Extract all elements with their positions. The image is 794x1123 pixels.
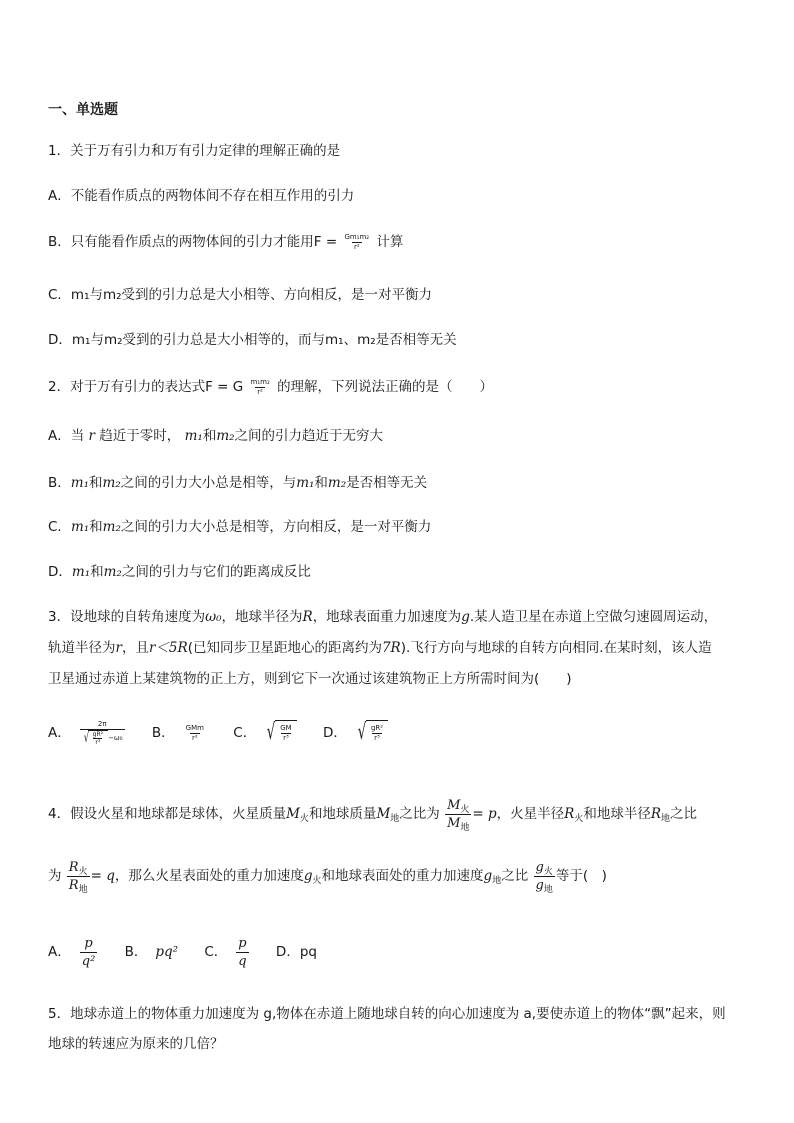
q2-d-post: 之间的引力与它们的距离成反比 <box>121 564 311 580</box>
q3-l2-a: 轨道半径为 <box>48 640 116 656</box>
q2-formula-num: m₁m₂ <box>250 377 270 386</box>
q3-7R: 7R <box>381 640 401 656</box>
q3-option-d <box>323 718 388 748</box>
q5-stem-line2: 地球的转速应为原来的几倍？ <box>48 1036 224 1052</box>
q4-rr-R1: R <box>68 859 79 875</box>
q4-l2-d: 之比 <box>501 868 529 884</box>
q2-b-pre: B． <box>48 475 71 491</box>
q2-c-pre: C． <box>48 519 71 535</box>
q2-b-m2: m₂ <box>102 475 121 491</box>
q4-opt-a-den: q² <box>81 953 96 969</box>
q4-R-mars: R <box>564 806 575 822</box>
q4-gr-sub2: 地 <box>543 884 553 895</box>
q4-opt-a-num: p <box>84 935 93 951</box>
q4-r-earth-sub: 地 <box>661 814 671 824</box>
q4-options <box>48 932 339 972</box>
q4-R-earth: R <box>650 806 662 822</box>
q4-mr-M2: M <box>447 815 461 831</box>
q4-earth-sub: 地 <box>390 814 400 824</box>
q3-opt-c-sqrt <box>264 720 297 746</box>
q2-d-pre: D． <box>48 564 72 580</box>
q4-g-earth: g <box>483 868 493 884</box>
q2-option-c <box>48 517 431 537</box>
q4-mass-ratio <box>445 797 471 832</box>
q4-rr-den <box>67 876 90 894</box>
section-title: 一、单选题 <box>48 102 118 118</box>
q4-opt-b-label: B． <box>124 944 148 960</box>
q3-opt-d-sqrt <box>355 720 388 746</box>
q4-opt-b-val: pq² <box>155 944 179 960</box>
q3-r: r <box>115 640 122 656</box>
q3-opt-d-under <box>366 720 388 746</box>
q4-l2-e: 等于( ) <box>555 868 607 884</box>
q2-a-and: 和 <box>202 428 217 444</box>
q2-c-and: 和 <box>89 519 103 535</box>
q4-gr-sub1: 火 <box>543 866 553 877</box>
q4-option-c <box>204 932 249 972</box>
sqrt-icon: √ <box>267 720 276 745</box>
q5-stem-line1: 5．地球赤道上的物体重力加速度为 g,物体在赤道上随地球自转的向心加速度为 a,要使赤道上的物体“飘”起来，则 <box>48 1006 726 1022</box>
q2-b-m1: m₁ <box>70 475 89 491</box>
q2-a-post: 之间的引力趋近于无穷大 <box>234 428 384 444</box>
sqrt-icon: √ <box>357 720 367 745</box>
q4-l2-c: 和地球表面处的重力加速度 <box>321 868 484 884</box>
q2-d-m1: m₁ <box>71 564 91 580</box>
q4-eq-q: = q <box>90 868 115 884</box>
q4-gr-num <box>534 859 555 876</box>
q3-opt-a-num: 2π <box>97 720 107 728</box>
q4-M-earth: M <box>376 806 391 822</box>
q3-stem-line3: 卫星通过赤道上某建筑物的正上方，则到它下一次通过该建筑物正上方所需时间为( ) <box>48 671 572 687</box>
q4-mars-sub: 火 <box>299 814 309 824</box>
q1-option-b-suffix: 计算 <box>376 234 404 250</box>
q3-R: R <box>302 609 313 625</box>
q1-option-b <box>48 232 403 252</box>
q4-rr-R2: R <box>68 877 79 893</box>
q3-opt-a-den <box>80 729 125 746</box>
q4-gr-g2: g <box>535 877 544 893</box>
q4-l1-g: 之比 <box>670 806 698 822</box>
q4-opt-c-num: p <box>238 935 247 951</box>
q3-opt-d-frac <box>369 724 385 743</box>
q3-option-b <box>152 718 207 748</box>
q3-opt-a-inner-den: r³ <box>95 739 101 746</box>
q4-option-b <box>125 932 178 972</box>
q4-option-a <box>48 932 98 972</box>
q2-c-post: 之间的引力大小总是相等，方向相反，是一对平衡力 <box>120 519 432 535</box>
q3-opt-b-frac <box>184 724 206 743</box>
q3-opt-c-den: r³ <box>283 734 289 742</box>
q4-mass-ratio-den <box>445 814 471 832</box>
q4-rr-sub1: 火 <box>78 866 88 877</box>
q2-b-and: 和 <box>88 475 103 491</box>
q1-formula-num: Gm₁m₂ <box>344 232 370 241</box>
q2-d-m2: m₂ <box>103 564 122 580</box>
q2-stem-suffix: 的理解，下列说法正确的是（ ） <box>277 379 494 395</box>
q4-l2-b: ，那么火星表面处的重力加速度 <box>114 868 304 884</box>
q3-opt-a-label: A． <box>48 725 71 741</box>
q2-b-m2b: m₂ <box>327 475 347 491</box>
q3-opt-a-inner-num: gR² <box>92 731 104 738</box>
q4-l1-c: 之比为 <box>399 806 440 822</box>
q2-option-b <box>48 473 427 493</box>
q1-option-b-text: B．只有能看作质点的两物体间的引力才能用F = <box>48 234 338 250</box>
q2-formula-den: r² <box>257 387 263 396</box>
q4-mr-sub2: 地 <box>460 822 470 833</box>
q2-stem-text: 2．对于万有引力的表达式F = G <box>48 379 244 395</box>
q2-c-m2: m₂ <box>102 519 121 535</box>
q3-opt-d-label: D． <box>323 725 347 741</box>
q4-l1-f: 和地球半径 <box>583 806 651 822</box>
q4-l1-e: ，火星半径 <box>496 806 565 822</box>
q4-M-mars: M <box>286 806 300 822</box>
q4-gr-den <box>534 876 555 894</box>
q4-opt-c-frac <box>236 935 248 970</box>
q4-eq-p: = p <box>472 806 497 822</box>
q4-stem-line2 <box>48 856 607 896</box>
q1-option-a: A．不能看作质点的两物体间不存在相互作用的引力 <box>48 188 355 204</box>
q4-g-ratio <box>534 859 555 894</box>
q3-l2-c: (已知同步卫星距地心的距离约为 <box>187 640 382 656</box>
q4-gr-g1: g <box>535 859 544 875</box>
q4-l2-a: 为 <box>48 868 62 884</box>
q3-opt-a-under <box>88 730 108 746</box>
q3-stem-line1 <box>48 607 717 627</box>
q4-rr-num <box>67 859 90 876</box>
q3-option-a <box>48 718 126 748</box>
q2-b-mid: 之间的引力大小总是相等，与 <box>120 475 297 491</box>
q3-l1-b: ，地球半径为 <box>221 609 303 625</box>
q2-a-m1: m₁ <box>184 428 203 444</box>
q2-b-and2: 和 <box>314 475 328 491</box>
q3-opt-c-num: GM <box>280 724 292 732</box>
q3-opt-b-label: B． <box>151 725 175 741</box>
q3-opt-a-sqrt <box>82 730 108 746</box>
sqrt-icon: √ <box>83 730 89 746</box>
q2-stem <box>48 377 493 397</box>
q4-option-d <box>276 932 317 972</box>
q4-mr-M1: M <box>447 797 461 813</box>
q3-l1-c: ，地球表面重力加速度为 <box>312 609 462 625</box>
q3-stem-line2 <box>48 638 712 658</box>
q4-radius-ratio <box>67 859 90 894</box>
q4-r-mars-sub: 火 <box>574 814 584 824</box>
q3-l1-a: 3．设地球的自转角速度为 <box>48 609 206 625</box>
q3-opt-b-den: r² <box>191 733 198 742</box>
q2-option-d <box>48 562 311 582</box>
q3-options <box>48 718 410 748</box>
q4-mr-sub1: 火 <box>460 804 470 815</box>
q4-mass-ratio-num <box>445 797 471 814</box>
q1-option-b-formula <box>342 233 371 252</box>
q3-opt-c-label: C． <box>233 725 257 741</box>
q2-b-m1b: m₁ <box>296 475 315 491</box>
q3-opt-a-frac <box>80 720 125 746</box>
q2-c-m1: m₁ <box>70 519 90 535</box>
q1-option-c: C．m₁与m₂受到的引力总是大小相等、方向相反，是一对平衡力 <box>48 287 433 303</box>
q3-l1-d: .某人造卫星在赤道上空做匀速圆周运动， <box>469 609 718 625</box>
q3-opt-b-num: GMm <box>185 723 204 732</box>
q4-l1-b: 和地球质量 <box>308 806 377 822</box>
q3-opt-c-frac <box>278 724 293 743</box>
q2-a-pre: A．当 <box>48 428 85 444</box>
q4-opt-d-text: D．pq <box>275 944 317 960</box>
q2-a-mid: 趋近于零时， <box>99 428 181 444</box>
q1-stem: 1．关于万有引力和万有引力定律的理解正确的是 <box>48 143 341 159</box>
q4-stem-line1 <box>48 796 697 832</box>
q2-b-post: 是否相等无关 <box>346 475 428 491</box>
q3-l2-d: ).飞行方向与地球的自转方向相同.在某时刻，该人造 <box>400 640 712 656</box>
q4-g-mars-sub: 火 <box>312 876 322 886</box>
q3-opt-a-inner <box>91 731 105 746</box>
q3-opt-a-minus: −ω₀ <box>108 734 123 742</box>
q3-l2-b: ，且 <box>121 640 149 656</box>
q4-g-earth-sub: 地 <box>492 876 502 886</box>
q4-opt-c-label: C． <box>204 944 228 960</box>
q3-option-c <box>233 718 296 748</box>
q3-ineq: r＜5R <box>148 640 188 656</box>
q4-opt-c-den: q <box>238 953 247 969</box>
q4-g-mars: g <box>303 868 313 884</box>
q3-opt-c-under <box>275 720 296 746</box>
q4-opt-a-frac <box>80 935 98 970</box>
q4-rr-sub2: 地 <box>78 884 88 895</box>
q1-formula-den: r² <box>353 242 360 251</box>
q2-a-r: r <box>88 428 96 444</box>
q2-formula <box>249 378 272 397</box>
q2-option-a <box>48 426 383 446</box>
q1-option-d: D．m₁与m₂受到的引力总是大小相等的，而与m₁、m₂是否相等无关 <box>48 332 457 348</box>
q3-omega0: ω₀ <box>205 609 222 625</box>
q3-opt-d-num: gR² <box>370 724 384 732</box>
q3-opt-d-den: r³ <box>374 734 380 742</box>
q3-g: g <box>461 609 470 625</box>
q4-l1-a: 4．假设火星和地球都是球体，火星质量 <box>48 806 287 822</box>
q2-d-and: 和 <box>90 564 104 580</box>
q4-opt-a-label: A． <box>48 944 71 960</box>
q2-a-m2: m₂ <box>216 428 235 444</box>
